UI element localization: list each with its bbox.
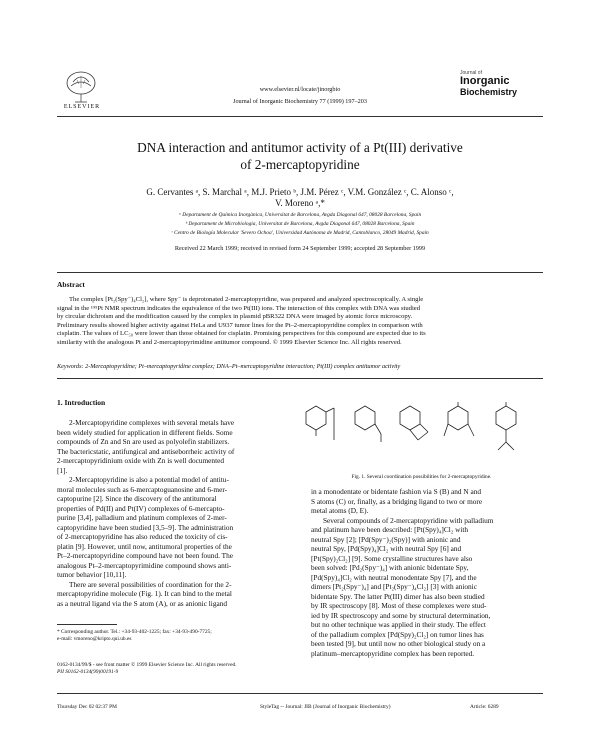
affiliation-b: ᵇ Departament de Microbiologia, Universitat de Barcelona, Avgda Diagonal 647, 08028 Barcelona, Spain — [185, 221, 415, 227]
text-line: purine [3,4], palladium and platinum complexes of 2-mer- — [57, 513, 227, 522]
structure-b — [355, 406, 381, 442]
text-line: and platinum have been described: [Pt(Spy)₄]Cl₂ with — [311, 525, 469, 534]
intro-right-column — [311, 487, 543, 658]
text-line: as a neutral ligand via the S atom (A), or as anionic ligand — [57, 598, 228, 608]
text-line: Pt–2-mercaptopyridine compound have not been found. The — [57, 551, 233, 560]
text-line: mercaptopyridine molecule (Fig. 1). It can bind to the metal — [57, 589, 232, 598]
abstract-line: The complex [Pt₂(Spy⁻)₄Cl₂], where Spy⁻ is deprotonated 2-mercaptopyridine, was prepared and analyzed spectroscopically. A single — [69, 296, 424, 303]
pii-line: PII S0162-0134(99)00191-9 — [57, 669, 119, 675]
text-line: The bactericstatic, antifungical and antiseborrheic activity of — [57, 446, 235, 456]
text-line: Several compounds of 2-mercaptopyridine with palladium — [323, 515, 494, 525]
publisher-name: ELSEVIER — [63, 104, 101, 110]
footer-article-number: Article: 6289 — [470, 704, 499, 710]
text-line: neutral Spy, [Pd(Spy)₄]Cl₂ with neutral Spy [6] and — [311, 544, 462, 553]
structure-e — [496, 402, 516, 450]
structure-a — [306, 406, 334, 440]
text-line: properties of Pd(II) and Pt(IV) complexes of 6-mercapto- — [57, 503, 225, 513]
article-title-line1: DNA interaction and antitumor activity of a Pt(III) derivative — [137, 140, 463, 155]
keywords: Keywords: 2-Mercaptopyridine; Pt–mercaptopyridine complex; DNA–Pt–mercaptopyridine interaction; Pt(III) complex antitumor activity — [57, 363, 401, 370]
text-line: 2-Mercaptopyridine is also a potential model of antitu- — [69, 475, 229, 484]
text-line: compounds of Zn and Sn are used as polyolefin stabilizers. — [57, 437, 230, 446]
abstract-line: signal in the ¹⁹⁵Pt NMR spectrum indicates the equivalence of the two Pt(III) ions. The interaction of this complex with DNA was studied — [57, 304, 420, 312]
copyright-notice — [57, 662, 457, 676]
text-line: [1]. — [57, 465, 68, 475]
abstract-line: similarity with the analogous Pt and 2-mercaptopyrimidine antitumor compound. © 1999 Elsevier Science Inc. All rights reserved. — [57, 338, 402, 346]
text-line: captopyridine have been studied [3,5–9]. The administration — [57, 522, 234, 532]
copyright-line1: 0162-0134/99/$ - see front matter © 1999 Elsevier Science Inc. All rights reserved. — [57, 662, 237, 668]
text-line: 2-Mercaptopyridine complexes with several metals have — [69, 418, 235, 427]
text-line: [Pd(Spy)₄]Cl₂ with neutral monodentate Spy [7], and the — [311, 572, 477, 582]
text-line: moral molecules such as 6-mercaptoguanosine and 6-mer- — [57, 484, 228, 494]
text-line: captopurine [2]. Since the discovery of the antitumoral — [57, 494, 217, 503]
abstract-line: cisplatin. The values of LC₅₀ were lower than those obtained for cisplatin. Promising perspectives for this compound are expected due to its — [57, 330, 426, 338]
figure-1-caption: Fig. 1. Several coordination possibilities for 2-mercaptopyridine. — [351, 474, 492, 480]
journal-logo-line3: Biochemistry — [460, 87, 518, 97]
elsevier-logo — [57, 70, 105, 104]
text-line: in a monodentate or bidentate fashion via S (B) and N and — [311, 487, 482, 496]
intro-left-column — [57, 418, 289, 608]
text-line: S atoms (C) or, finally, as a bridging ligand to two or more — [311, 496, 483, 506]
abstract-line: by circular dichroism and the modification caused by the complex in plasmid pBR322 DNA were imaged by atomic force microscopy. — [57, 313, 413, 321]
text-line: [Pt(Spy)₂Cl₂] [9]. Some crystalline structures have also — [311, 553, 473, 563]
journal-logo-line2: Inorganic — [460, 75, 510, 87]
text-line: There are several possibilities of coordination for the 2- — [69, 579, 232, 589]
text-line: platin [9]. However, until now, antitumoral properties of the — [57, 541, 232, 551]
footnote-line1: * Corresponding author. Tel.: +34-93-402-1225; fax: +34-93-490-7725; — [57, 629, 212, 635]
journal-url[interactable]: www.elsevier.nl/locate/jinorgbio — [259, 86, 341, 93]
text-line: platinum–mercaptopyridine complex has been reported. — [311, 648, 475, 658]
text-line: of the palladium complex [Pd(Spy)₂Cl₂] on tumor lines has — [311, 629, 484, 639]
received-dates: Received 22 March 1999; received in revised form 24 September 1999; accepted 28 September 1999 — [174, 245, 426, 252]
journal-logo — [460, 70, 540, 108]
coordination-structures-figure — [300, 398, 543, 470]
text-line: been widely studied for application in different fields. Some — [57, 427, 233, 437]
abstract-body — [57, 296, 543, 348]
abstract-heading: Abstract — [57, 280, 85, 289]
structure-c — [400, 406, 428, 440]
footer-styletag: StyleTag -- Journal: JIB (Journal of Inorganic Biochemistry) — [260, 704, 391, 710]
text-line: been solved: [Pd₂(Spy⁻)₄] with anionic bidentate Spy, — [311, 563, 469, 572]
text-line: by IR spectroscopy [8]. Most of these complexes were stud- — [311, 601, 487, 610]
elsevier-tree-icon — [57, 70, 105, 104]
text-line: analogous Pt–2-mercaptopyrimidine compound shows anti- — [57, 560, 232, 570]
text-line: metal atoms (D, E). — [311, 506, 369, 515]
affiliation-c: ᶜ Centro de Biología Molecular 'Severo Ochoa', Universidad Autónoma de Madrid, Cantoblanco, 28049 Madrid, Spain — [171, 230, 429, 236]
corresponding-author-footnote — [57, 629, 289, 643]
article-title-line2: of 2-mercaptopyridine — [240, 157, 360, 172]
footnote-line2[interactable]: e-mail: vmoreno@kripto.qui.ub.es — [57, 636, 132, 642]
text-line: ied by IR spectroscopy and some by structural determination, — [311, 610, 491, 620]
text-line: bidentate Spy. The latter Pt(III) dimer has also been studied — [311, 591, 485, 601]
text-line: of 2-mercaptopyridine has also reduced the toxicity of cis- — [57, 532, 228, 541]
affiliation-a: ᵃ Departament de Química Inorgànica, Universitat de Barcelona, Avgda Diagonal 647, 08028 Barcelona, Spain — [178, 212, 422, 218]
text-line: dimers [Pt₂(Spy⁻)₄] and [Pt₂(Spy⁻)₄Cl₂] [3] with anionic — [311, 582, 477, 591]
text-line: 2-mercaptopyridinium oxide with Zn is well documented — [57, 456, 224, 465]
journal-reference: Journal of Inorganic Biochemistry 77 (1999) 197–203 — [233, 98, 367, 105]
structure-d — [444, 402, 474, 436]
intro-heading: 1. Introduction — [57, 398, 106, 407]
text-line: tumor behavior [10,11]. — [57, 570, 127, 579]
figure-1 — [300, 398, 543, 470]
text-line: been tested [9], but until now no other biological study on a — [311, 639, 486, 648]
text-line: neutral Spy [2]; [Pd(Spy⁻)₂(Spy)] with anionic and — [311, 534, 461, 544]
abstract-line: Preliminary results showed higher activity against HeLa and U937 tumor lines for the Pt–2-mercaptopyridine complex in comparison with — [57, 321, 423, 329]
journal-logo-line1: Journal of — [460, 70, 482, 76]
footer-timestamp: Thursday Dec 02 02:37 PM — [57, 704, 117, 710]
text-line: but no other technique was applied in their study. The effect — [311, 620, 486, 629]
authors-line2: V. Moreno ᵃ,* — [275, 198, 325, 208]
authors-line1: G. Cervantes ᵃ, S. Marchal ᵃ, M.J. Prieto ᵇ, J.M. Pérez ᶜ, V.M. González ᶜ, C. Alonso ᶜ, — [146, 187, 454, 197]
